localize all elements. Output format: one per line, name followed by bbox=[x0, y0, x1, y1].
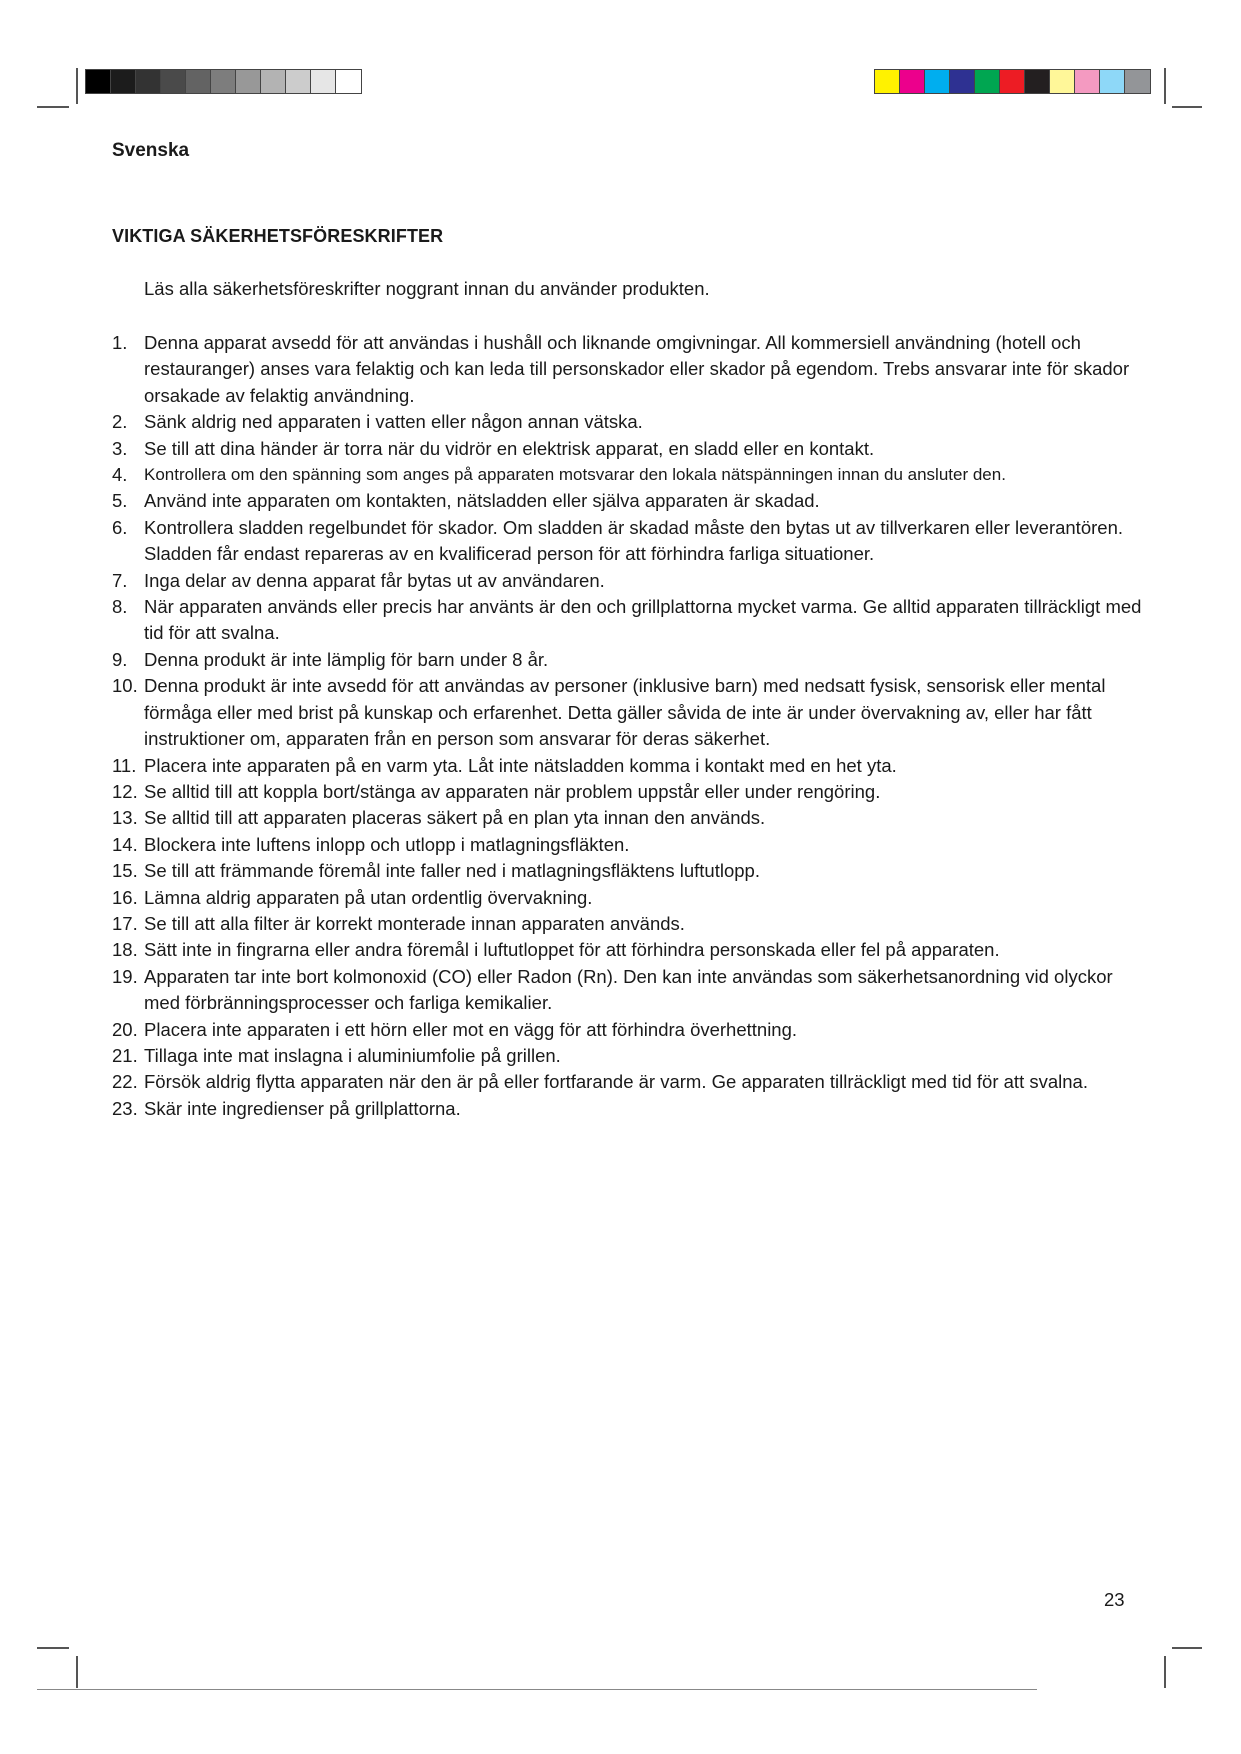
safety-rule bbox=[112, 779, 1152, 805]
rule-text: Se till att alla filter är korrekt monterade innan apparaten används. bbox=[144, 912, 685, 934]
safety-rule bbox=[112, 753, 1152, 779]
rule-text: Denna produkt är inte lämplig för barn under 8 år. bbox=[144, 648, 549, 670]
rule-number: 22. bbox=[112, 1071, 138, 1093]
gray-swatch bbox=[286, 70, 311, 93]
safety-rules-list bbox=[112, 330, 1152, 1122]
rule-text: Skär inte ingredienser på grillplattorna. bbox=[144, 1097, 461, 1119]
rule-number: 11. bbox=[112, 754, 137, 776]
safety-rule bbox=[112, 409, 1152, 435]
rule-text: Se till att dina händer är torra när du vidrör en elektrisk apparat, en sladd eller en kontakt. bbox=[144, 437, 875, 459]
safety-rule bbox=[112, 1017, 1152, 1043]
color-swatch bbox=[1100, 70, 1125, 93]
rule-text: Apparaten tar inte bort kolmonoxid (CO) eller Radon (Rn). Den kan inte användas som säkerhetsanordning vid olyckor med förbränningsprocesser och farliga kemikalier. bbox=[144, 965, 1113, 1014]
rule-number: 10. bbox=[112, 675, 138, 697]
gray-swatch bbox=[86, 70, 111, 93]
crop-mark-top-left-vertical bbox=[76, 68, 78, 104]
rule-number: 14. bbox=[112, 833, 138, 855]
safety-rule bbox=[112, 805, 1152, 831]
gray-swatch bbox=[311, 70, 336, 93]
safety-rule bbox=[112, 515, 1152, 568]
crop-mark-bottom-right-horizontal bbox=[1172, 1647, 1202, 1649]
rule-text: Inga delar av denna apparat får bytas ut av användaren. bbox=[144, 569, 605, 591]
gray-swatch bbox=[236, 70, 261, 93]
color-swatch bbox=[1050, 70, 1075, 93]
color-swatch bbox=[950, 70, 975, 93]
rule-text: Tillaga inte mat inslagna i aluminiumfolie på grillen. bbox=[144, 1044, 561, 1066]
rule-number: 7. bbox=[112, 569, 128, 591]
gray-swatch bbox=[186, 70, 211, 93]
color-swatch bbox=[1025, 70, 1050, 93]
rule-number: 17. bbox=[112, 912, 138, 934]
safety-rule bbox=[112, 462, 1152, 488]
rule-number: 2. bbox=[112, 411, 128, 433]
safety-rule bbox=[112, 858, 1152, 884]
safety-rule bbox=[112, 330, 1152, 409]
gray-swatch bbox=[161, 70, 186, 93]
rule-number: 5. bbox=[112, 490, 128, 512]
rule-number: 15. bbox=[112, 860, 138, 882]
rule-text: Denna apparat avsedd för att användas i hushåll och liknande omgivningar. All kommersiell användning (hotell och restauranger) anses vara felaktig och kan leda till personskador eller skador på egendom. Trebs ansvarar inte för skador orsakade av felaktig användning. bbox=[144, 332, 1130, 406]
rule-text: Försök aldrig flytta apparaten när den är på eller fortfarande är varm. Ge apparaten tillräckligt med tid för att svalna. bbox=[144, 1071, 1088, 1093]
safety-rule bbox=[112, 937, 1152, 963]
crop-mark-bottom-right-vertical bbox=[1164, 1656, 1166, 1688]
color-swatch bbox=[1075, 70, 1100, 93]
rule-text: Sänk aldrig ned apparaten i vatten eller någon annan vätska. bbox=[144, 411, 643, 433]
color-swatch bbox=[875, 70, 900, 93]
rule-number: 19. bbox=[112, 965, 138, 987]
safety-rule bbox=[112, 832, 1152, 858]
rule-text: Denna produkt är inte avsedd för att användas av personer (inklusive barn) med nedsatt fysisk, sensorisk eller mental förmåga eller med brist på kunskap och erfarenhet. Detta gäller såvida de inte är under övervakning av, eller har fått instruktioner om, apparaten från en person som ansvarar för deras säkerhet. bbox=[144, 675, 1106, 750]
rule-text: När apparaten används eller precis har använts är den och grillplattorna mycket varma. Ge alltid apparaten tillräckligt med tid för att svalna. bbox=[144, 596, 1142, 644]
rule-text: Se alltid till att apparaten placeras säkert på en plan yta innan den används. bbox=[144, 807, 766, 829]
safety-rule bbox=[112, 568, 1152, 594]
rule-text: Placera inte apparaten i ett hörn eller mot en vägg för att förhindra överhettning. bbox=[144, 1018, 798, 1040]
rule-number: 23. bbox=[112, 1097, 138, 1119]
bottom-trim-line bbox=[37, 1689, 1037, 1690]
rule-number: 6. bbox=[112, 516, 128, 538]
safety-rule bbox=[112, 594, 1152, 647]
safety-rule bbox=[112, 885, 1152, 911]
safety-rule bbox=[112, 647, 1152, 673]
rule-number: 9. bbox=[112, 648, 128, 670]
rule-text: Se alltid till att koppla bort/stänga av apparaten när problem uppstår eller under rengöring. bbox=[144, 780, 881, 802]
intro-paragraph: Läs alla säkerhetsföreskrifter noggrant innan du använder produkten. bbox=[144, 278, 710, 299]
safety-rule bbox=[112, 1069, 1152, 1095]
color-calibration-bar bbox=[874, 69, 1151, 94]
rule-text: Kontrollera sladden regelbundet för skador. Om sladden är skadad måste den bytas ut av tillverkaren eller leverantören. Sladden får endast repareras av en kvalificerad person för att förhindra farliga situationer. bbox=[144, 516, 1123, 565]
language-label: Svenska bbox=[112, 140, 190, 161]
crop-mark-top-left-horizontal bbox=[37, 106, 69, 108]
crop-mark-top-right-vertical bbox=[1164, 68, 1166, 104]
section-heading: VIKTIGA SÄKERHETSFÖRESKRIFTER bbox=[112, 226, 444, 246]
gray-swatch bbox=[211, 70, 236, 93]
gray-swatch bbox=[136, 70, 161, 93]
color-swatch bbox=[1125, 70, 1150, 93]
rule-number: 13. bbox=[112, 807, 138, 829]
rule-number: 12. bbox=[112, 780, 138, 802]
rule-number: 21. bbox=[112, 1044, 138, 1066]
color-swatch bbox=[1000, 70, 1025, 93]
rule-text: Kontrollera om den spänning som anges på apparaten motsvarar den lokala nätspänningen innan du ansluter den. bbox=[144, 465, 1006, 485]
rule-text: Placera inte apparaten på en varm yta. Låt inte nätsladden komma i kontakt med en het yta. bbox=[144, 754, 897, 776]
safety-rule bbox=[112, 436, 1152, 462]
rule-number: 8. bbox=[112, 596, 128, 618]
rule-text: Sätt inte in fingrarna eller andra föremål i luftutloppet för att förhindra personskada eller fel på apparaten. bbox=[144, 939, 1000, 961]
rule-number: 4. bbox=[112, 464, 128, 486]
rule-number: 1. bbox=[112, 332, 128, 353]
rule-text: Blockera inte luftens inlopp och utlopp i matlagningsfläkten. bbox=[144, 833, 630, 855]
rule-number: 3. bbox=[112, 437, 128, 459]
color-swatch bbox=[900, 70, 925, 93]
gray-swatch bbox=[111, 70, 136, 93]
safety-rule bbox=[112, 1096, 1152, 1122]
safety-rule bbox=[112, 964, 1152, 1017]
gray-swatch bbox=[336, 70, 361, 93]
rule-number: 18. bbox=[112, 939, 138, 961]
color-swatch bbox=[925, 70, 950, 93]
grayscale-calibration-bar bbox=[85, 69, 362, 94]
safety-rule bbox=[112, 911, 1152, 937]
color-swatch bbox=[975, 70, 1000, 93]
crop-mark-bottom-left-vertical bbox=[76, 1656, 78, 1688]
rule-number: 20. bbox=[112, 1018, 138, 1040]
crop-mark-top-right-horizontal bbox=[1172, 106, 1202, 108]
rule-text: Använd inte apparaten om kontakten, nätsladden eller själva apparaten är skadad. bbox=[144, 490, 820, 512]
safety-rule bbox=[112, 488, 1152, 514]
safety-rule bbox=[112, 1043, 1152, 1069]
rule-text: Se till att främmande föremål inte faller ned i matlagningsfläktens luftutlopp. bbox=[144, 860, 760, 882]
rule-number: 16. bbox=[112, 886, 138, 908]
safety-rule bbox=[112, 673, 1152, 752]
page-number: 23 bbox=[1104, 1589, 1125, 1610]
gray-swatch bbox=[261, 70, 286, 93]
rule-text: Lämna aldrig apparaten på utan ordentlig övervakning. bbox=[144, 886, 593, 908]
crop-mark-bottom-left-horizontal bbox=[37, 1647, 69, 1649]
